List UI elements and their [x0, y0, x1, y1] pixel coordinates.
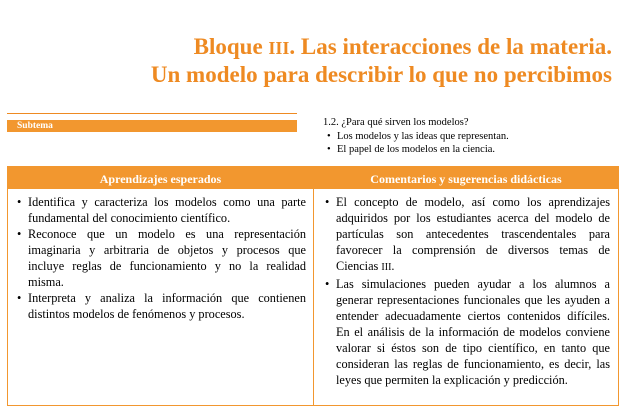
column-divider: [313, 189, 314, 405]
comentario-roman: III: [381, 262, 392, 273]
title-prefix: Bloque: [193, 34, 269, 59]
title-suffix: . Las interacciones de la materia.: [289, 34, 612, 59]
subtema-item: • Los modelos y las ideas que representan.: [323, 130, 509, 144]
content-table: [7, 166, 619, 406]
aprendizaje-item: • Reconoce que un modelo es una representación imaginaria y arbitraria de objetos y procesos que incluye reglas de funcionamiento y no la realidad misma.: [16, 226, 306, 290]
separator-rule: [7, 113, 297, 114]
subtema-label-bar: Subtema: [7, 120, 297, 132]
comentario-text: El concepto de modelo, así como los aprendizajes adquiridos por los estudiantes acerca del modelo de partículas son antecedentes trascendentales para favorecer la comprensión de diversos temas de Ciencias: [336, 195, 610, 273]
title-roman-numeral: III: [268, 38, 290, 58]
aprendizajes-list: [16, 194, 306, 322]
aprendizaje-item: • Identifica y caracteriza los modelos como una parte fundamental del conocimiento científico.: [16, 194, 306, 226]
comentario-end: .: [391, 259, 395, 273]
subtema-info: [323, 116, 509, 157]
header-aprendizajes: Aprendizajes esperados: [99, 172, 222, 186]
page-title-line-1: [194, 33, 612, 62]
subtema-heading: 1.2. ¿Para qué sirven los modelos?: [323, 117, 469, 128]
page-title-line-2: Un modelo para describir lo que no percibimos: [150, 62, 612, 87]
header-comentarios: Comentarios y sugerencias didácticas: [370, 172, 562, 186]
subtema-list: [323, 130, 509, 157]
comentario-item: • Las simulaciones pueden ayudar a los alumnos a generar representaciones funcionales que les ayuden a entender adecuadamente ciertos contenidos difíciles. En el análisis de la información de modelos conviene valorar si éstos son de tipo científico, en tanto que consideran las reglas de funcionamiento, es decir, las leyes que permiten la explicación y predicción.: [324, 276, 610, 388]
table-header-row: [8, 167, 618, 189]
subtema-item: • El papel de los modelos en la ciencia.: [323, 143, 509, 157]
comentario-item: [324, 194, 610, 276]
comentarios-list: [324, 194, 610, 388]
aprendizaje-item: • Interpreta y analiza la información que contienen distintos modelos de fenómenos y procesos.: [16, 290, 306, 322]
